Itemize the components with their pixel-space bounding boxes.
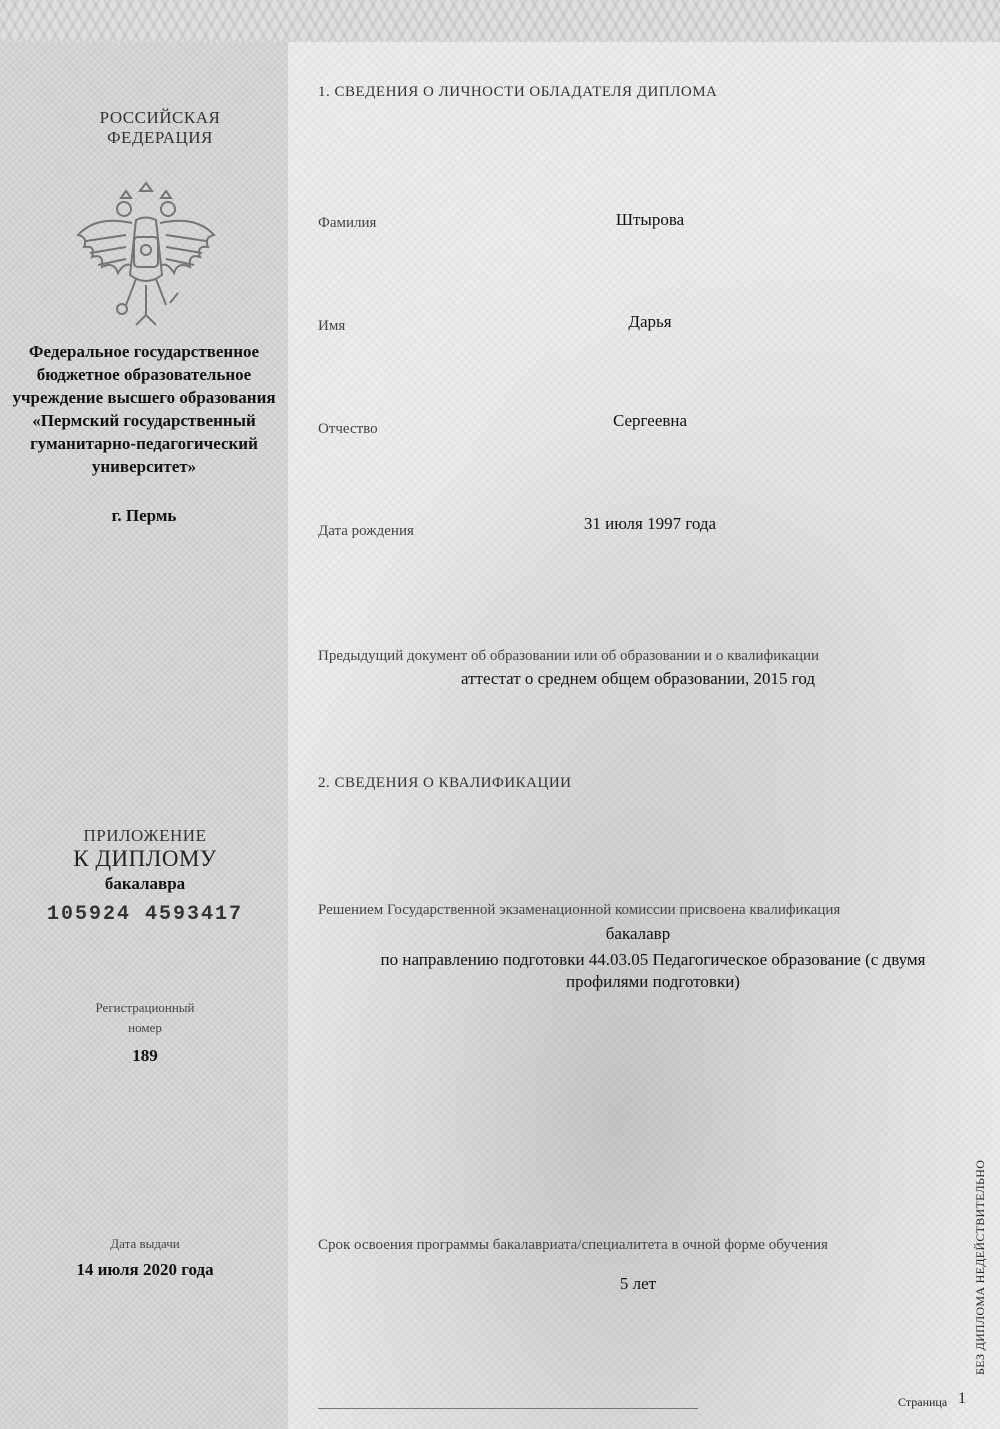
name-value: Дарья bbox=[628, 312, 672, 331]
registration-label bbox=[70, 998, 220, 1038]
country-line-1: РОССИЙСКАЯ bbox=[99, 108, 221, 127]
study-term-value: 5 лет bbox=[619, 1274, 657, 1293]
study-term-label: Срок освоения программы бакалавриата/специалитета в очной форме обучения bbox=[318, 1237, 828, 1253]
registration-label-line2: номер bbox=[128, 1020, 162, 1035]
issue-date-label: Дата выдачи bbox=[110, 1236, 180, 1251]
registration-number: 189 bbox=[132, 1046, 158, 1065]
university-name bbox=[0, 340, 288, 478]
previous-document-value: аттестат о среднем общем образовании, 2015 год bbox=[460, 669, 816, 688]
surname-value: Штырова bbox=[615, 210, 685, 229]
qualification-label: Решением Государственной экзаменационной комиссии присвоена квалификация bbox=[318, 902, 841, 918]
birth-date-label: Дата рождения bbox=[318, 523, 414, 539]
previous-document-label: Предыдущий документ об образовании или об образовании и о квалификации bbox=[318, 648, 820, 664]
qualification-value: бакалавр bbox=[605, 924, 671, 943]
issue-date: 14 июля 2020 года bbox=[76, 1260, 214, 1279]
university-line: Федеральное государственное bbox=[28, 342, 260, 361]
university-line: гуманитарно-педагогический bbox=[30, 434, 258, 453]
country-line-2: ФЕДЕРАЦИЯ bbox=[107, 128, 213, 147]
qualification-direction-line2: профилями подготовки) bbox=[566, 972, 740, 991]
qualification-direction-line1: по направлению подготовки 44.03.05 Педагогическое образование (с двумя bbox=[380, 950, 926, 969]
city: г. Пермь bbox=[111, 506, 177, 525]
birth-date-value: 31 июля 1997 года bbox=[583, 514, 717, 533]
appendix-degree: бакалавра bbox=[104, 874, 186, 893]
university-line: «Пермский государственный bbox=[32, 411, 256, 430]
name-label: Имя bbox=[318, 318, 346, 334]
section2-title: 2. СВЕДЕНИЯ О КВАЛИФИКАЦИИ bbox=[318, 775, 572, 791]
invalid-without-diploma-note: БЕЗ ДИПЛОМА НЕДЕЙСТВИТЕЛЬНО bbox=[973, 1159, 987, 1375]
appendix-title-line2: К ДИПЛОМУ bbox=[73, 846, 217, 871]
page-number: 1 bbox=[958, 1390, 966, 1407]
patronymic-value: Сергеевна bbox=[612, 411, 688, 430]
country-name bbox=[60, 108, 260, 148]
page-label: Страница bbox=[898, 1395, 948, 1409]
serial-number: 105924 4593417 bbox=[46, 903, 244, 926]
patronymic-label: Отчество bbox=[318, 421, 378, 437]
double-headed-eagle-emblem-icon bbox=[66, 175, 226, 335]
guilloche-border bbox=[0, 0, 1000, 42]
university-line: университет» bbox=[91, 457, 197, 476]
bottom-divider bbox=[318, 1408, 698, 1409]
registration-label-line1: Регистрационный bbox=[95, 1000, 195, 1015]
university-line: учреждение высшего образования bbox=[12, 388, 276, 407]
university-line: бюджетное образовательное bbox=[36, 365, 252, 384]
section1-title: 1. СВЕДЕНИЯ О ЛИЧНОСТИ ОБЛАДАТЕЛЯ ДИПЛОМА bbox=[318, 84, 718, 100]
surname-label: Фамилия bbox=[318, 215, 377, 231]
qualification-direction bbox=[318, 949, 988, 993]
appendix-title-line1: ПРИЛОЖЕНИЕ bbox=[83, 826, 207, 845]
